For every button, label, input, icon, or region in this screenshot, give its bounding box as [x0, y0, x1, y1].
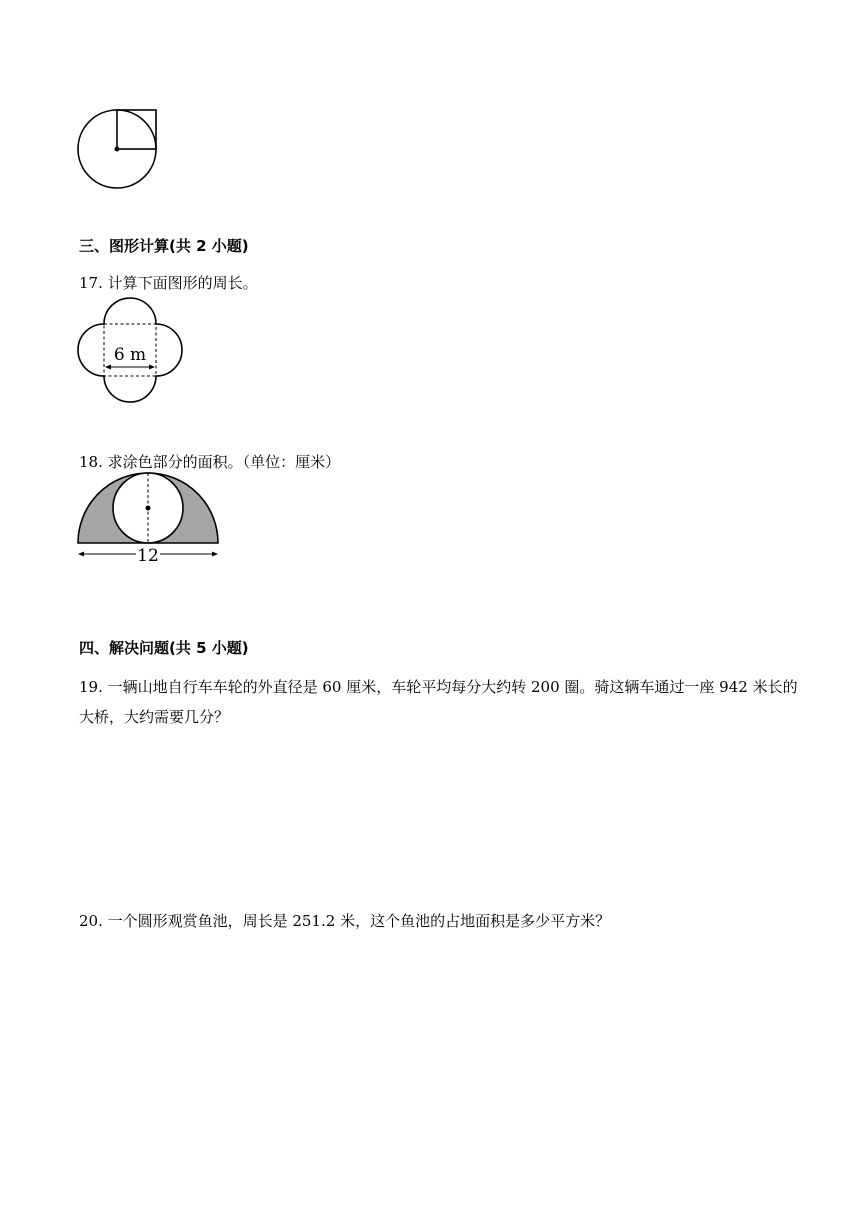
section-heading-3: 三、图形计算(共 2 小题)	[79, 237, 249, 255]
center-dot	[115, 147, 120, 152]
question-18: 18. 求涂色部分的面积。（单位：厘米）	[79, 453, 341, 471]
arrow-head-right	[149, 365, 155, 370]
arrow-head-right	[212, 552, 218, 557]
semicircle-shaded-figure	[72, 468, 226, 568]
question-20: 20. 一个圆形观赏鱼池，周长是 251.2 米，这个鱼池的占地面积是多少平方米？	[79, 912, 611, 930]
arrow-head-left	[105, 365, 111, 370]
center-dot	[146, 506, 151, 511]
dimension-label: 6 m	[113, 345, 147, 365]
four-semicircles-figure	[74, 294, 186, 406]
arrow-head-left	[78, 552, 84, 557]
dimension-label: 12	[137, 546, 159, 566]
question-17: 17. 计算下面图形的周长。	[79, 274, 258, 292]
circle-square-figure	[70, 104, 166, 194]
section-heading-4: 四、解决问题(共 5 小题)	[79, 639, 249, 657]
question-19: 19. 一辆山地自行车车轮的外直径是 60 厘米，车轮平均每分大约转 200 圈。骑这辆车通过一座 942 米长的大桥，大约需要几分？	[79, 678, 798, 726]
